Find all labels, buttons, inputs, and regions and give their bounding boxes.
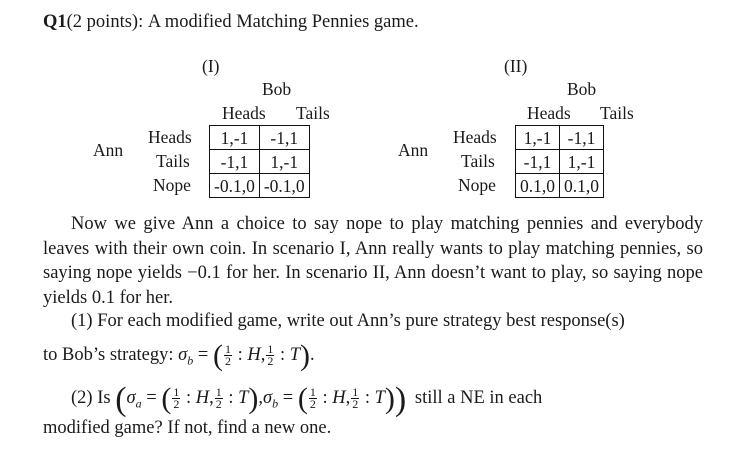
fraction: $\frac{1}{2}$ xyxy=(309,385,316,412)
payoff-cell: 0.1,0 xyxy=(516,174,560,198)
question-title xyxy=(43,12,419,33)
part2-line1 xyxy=(71,381,542,419)
game-2-row-nope: Nope xyxy=(458,175,496,195)
game-1-row-player: Ann xyxy=(93,140,124,160)
payoff-cell: -1,1 xyxy=(259,126,309,150)
payoff-cell: 1,-1 xyxy=(560,150,604,174)
game-1-col-tails: Tails xyxy=(296,103,330,123)
part2-suffix: still a NE in each xyxy=(414,388,543,408)
part1-line1: (1) For each modified game, write out Ann’s pure strategy best response(s) xyxy=(71,311,625,331)
game-1-row-tails: Tails xyxy=(156,151,190,171)
table-row xyxy=(210,126,310,150)
game-2-label: (II) xyxy=(504,56,528,76)
fraction: $\frac{1}{2}$ xyxy=(215,385,222,412)
fraction: $\frac{1}{2}$ xyxy=(352,385,359,412)
sigma-b-expression: $\sigma_b$ = ( $\frac{1}{2}$ : H, $\frac{1}{2}$ : T). xyxy=(178,339,315,372)
question-points: (2 points): xyxy=(66,12,144,32)
game-2-payoff-table xyxy=(515,125,604,198)
part2-prefix: (2) Is xyxy=(71,388,111,408)
part1-line2-prefix: to Bob’s strategy: xyxy=(43,345,174,365)
table-row xyxy=(210,174,310,198)
game-2-col-tails: Tails xyxy=(600,103,634,123)
fraction: $\frac{1}{2}$ xyxy=(173,385,180,412)
game-2-row-heads: Heads xyxy=(453,127,497,147)
question-title-text: A modified Matching Pennies game. xyxy=(147,12,419,32)
game-1-payoff-table xyxy=(209,125,310,198)
game-1-row-nope: Nope xyxy=(153,175,191,195)
fraction: $\frac{1}{2}$ xyxy=(267,342,274,369)
game-2-column-player: Bob xyxy=(567,79,597,99)
payoff-cell: -0.1,0 xyxy=(210,174,260,198)
table-row xyxy=(516,126,604,150)
payoff-cell: 1,-1 xyxy=(210,126,260,150)
question-label: Q1 xyxy=(43,12,67,32)
game-1-row-heads: Heads xyxy=(148,127,192,147)
part2-line2: modified game? If not, find a new one. xyxy=(43,418,332,438)
payoff-cell: 0.1,0 xyxy=(560,174,604,198)
game-1-col-heads: Heads xyxy=(222,103,266,123)
fraction: $\frac{1}{2}$ xyxy=(224,342,231,369)
game-2-row-tails: Tails xyxy=(461,151,495,171)
payoff-cell: 1,-1 xyxy=(516,126,560,150)
table-row xyxy=(516,150,604,174)
part1-line2 xyxy=(43,339,315,373)
ne-candidate-expression: ($\sigma_a$ = ( $\frac{1}{2}$ : H, $\frac{1}{2}$ : $T),\sigma_b$ = ( $\frac{1}{2}$ : H, $\frac{1}{2}$ : T)) xyxy=(115,381,407,418)
payoff-cell: -1,1 xyxy=(516,150,560,174)
payoff-cell: -1,1 xyxy=(210,150,260,174)
payoff-cell: -0.1,0 xyxy=(259,174,309,198)
game-2-row-player: Ann xyxy=(398,140,429,160)
game-1-label: (I) xyxy=(202,56,220,76)
table-row xyxy=(516,174,604,198)
game-1-column-player: Bob xyxy=(262,79,292,99)
scenario-paragraph: Now we give Ann a choice to say nope to play matching pennies and everybody leaves with their own coin. In scenario I, Ann really wants to play matching pennies, so saying nope yields −0.1 for her. In scenario II, Ann doesn’t want to play, so saying nope yields 0.1 for her. xyxy=(43,214,703,308)
game-2-col-heads: Heads xyxy=(527,103,571,123)
table-row xyxy=(210,150,310,174)
payoff-cell: 1,-1 xyxy=(259,150,309,174)
payoff-cell: -1,1 xyxy=(560,126,604,150)
